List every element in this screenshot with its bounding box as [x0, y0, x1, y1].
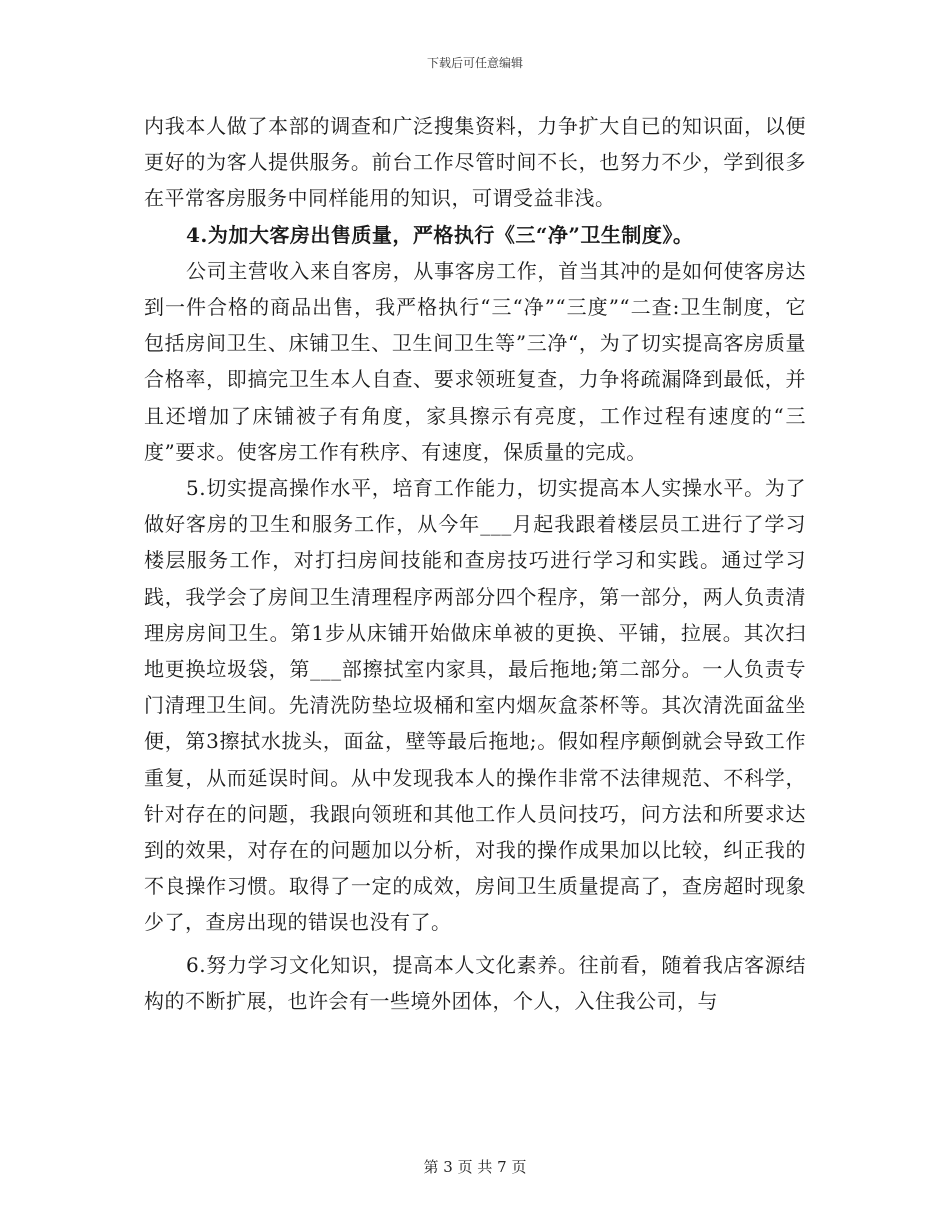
document-body	[144, 108, 806, 1019]
paragraph-section-6: 6.努力学习文化知识，提高本人文化素养。往前看，随着我店客源结构的不断扩展，也许会有一些境外团体，个人，入住我公司，与	[144, 952, 806, 1013]
section-heading-4: 4.为加大客房出售质量，严格执行《三“净”卫生制度》。	[186, 222, 694, 247]
paragraph-section-4: 公司主营收入来自客房，从事客房工作，首当其冲的是如何使客房达到一件合格的商品出售，我严格执行“三“净”“三度”“二查:卫生制度，它包括房间卫生、床铺卫生、卫生间卫生等”三净“，为了切实提高客房质量合格率，即搞完卫生本人自查、要求领班复查，力争将疏漏降到最低，并且还增加了床铺被子有角度，家具擦示有亮度，工作过程有速度的“三度”要求。使客房工作有秩序、有速度，保质量的完成。	[144, 258, 806, 464]
paragraph-continuation: 内我本人做了本部的调查和广泛搜集资料，力争扩大自已的知识面，以便更好的为客人提供服务。前台工作尽管时间不长，也努力不少，学到很多在平常客房服务中同样能用的知识，可谓受益非浅。	[144, 114, 806, 211]
paragraph-section-5: 5.切实提高操作水平，培育工作能力，切实提高本人实操水平。为了做好客房的卫生和服务工作，从今年___月起我跟着楼层员工进行了学习楼层服务工作，对打扫房间技能和查房技巧进行学习和实践。通过学习践，我学会了房间卫生清理程序两部分四个程序，第一部分，两人负责清理房房间卫生。第1步从床铺开始做床单被的更换、平铺，拉展。其次扫地更换垃圾袋，第___部擦拭室内家具，最后拖地;第二部分。一人负责专门清理卫生间。先清洗防垫垃圾桶和室内烟灰盒茶杯等。其次清洗面盆坐便，第3擦拭水拢头，面盆，壁等最后拖地;。假如程序颠倒就会导致工作重复，从而延误时间。从中发现我本人的操作非常不法律规范、不科学，针对存在的问题，我跟向领班和其他工作人员问技巧，问方法和所要求达到的效果，对存在的问题加以分析，对我的操作成果加以比较，纠正我的不良操作习惯。取得了一定的成效，房间卫生质量提高了，查房超时现象少了，查房出现的错误也没有了。	[144, 476, 806, 935]
page-header: 下载后可任意编辑	[426, 56, 523, 70]
page-footer: 第 3 页 共 7 页	[423, 1158, 527, 1176]
